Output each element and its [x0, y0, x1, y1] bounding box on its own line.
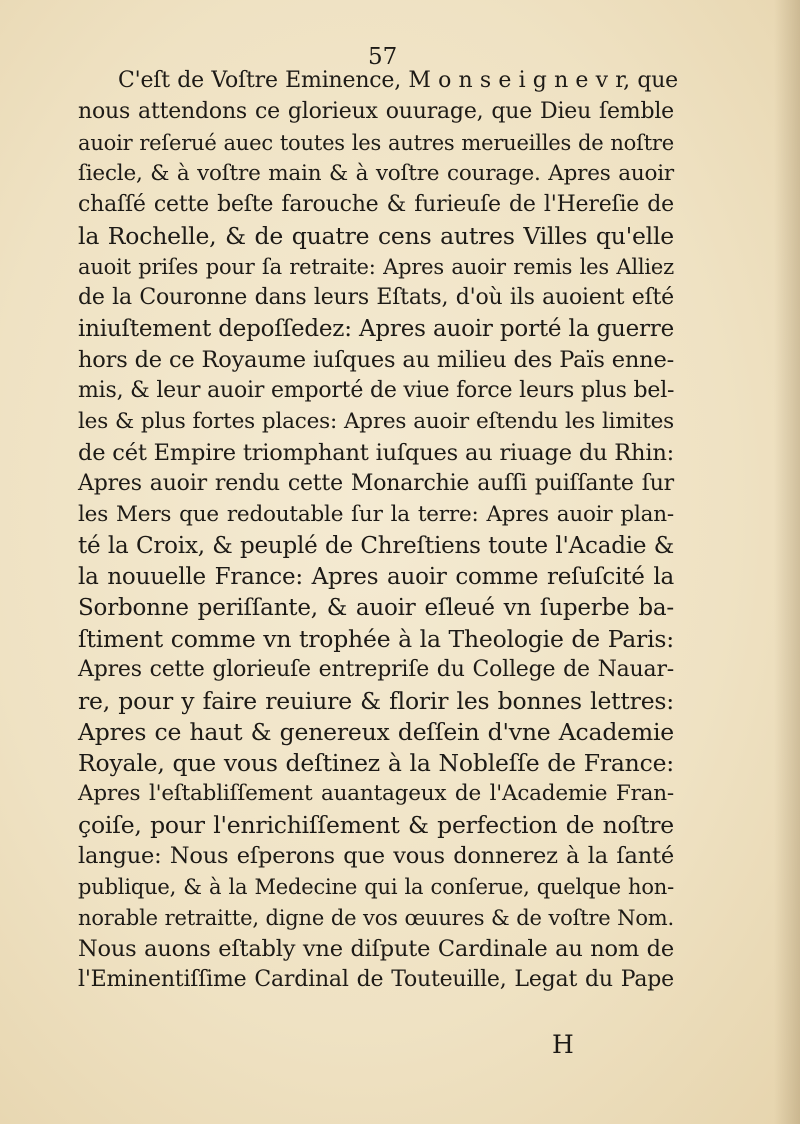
text-line: re, pour y faire reuiure & florir les bonnes lettres: — [78, 687, 674, 715]
text-line: l'Eminentiſſime Cardinal de Touteuille, Legat du Pape — [78, 967, 674, 992]
text-line: chaſſé cette beſte farouche & furieuſe de l'Hereſie de — [78, 192, 674, 217]
text-line: té la Croix, & peuplé de Chreſtiens toute l'Acadie & — [78, 533, 674, 559]
text-line: la nouuelle France: Apres auoir comme reſuſcité la — [78, 564, 674, 590]
text-line: iniuſtement depoſſedez: Apres auoir porté la guerre — [78, 316, 674, 342]
text-line: les & plus fortes places: Apres auoir eſtendu les limites — [78, 409, 674, 434]
text-line: langue: Nous eſperons que vous donnerez à la ſanté — [78, 843, 674, 869]
text-line: auoir reſerué auec toutes les autres merueilles de noſtre — [78, 131, 674, 155]
text-line: nous attendons ce glorieux ouurage, que Dieu ſemble — [78, 99, 674, 124]
text-line: Sorbonne periſſante, & auoir eſleué vn ſuperbe ba- — [78, 595, 674, 621]
text-line: çoiſe, pour l'enrichiſſement & perfection de noſtre — [78, 811, 674, 839]
page-number: 57 — [368, 44, 398, 70]
text-line: hors de ce Royaume iuſques au milieu des Païs enne- — [78, 347, 674, 373]
text-line: Apres ce haut & genereux deſſein d'vne Academie — [78, 718, 674, 746]
text-line: Royale, que vous deſtinez à la Nobleſſe de France: — [78, 749, 674, 777]
text-line: C'eſt de Voſtre Eminence, M o n s e i g n e v r, que — [118, 68, 678, 93]
text-line: publique, & à la Medecine qui la conſerue, quelque hon- — [78, 875, 674, 899]
text-line: mis, & leur auoir emporté de viue force leurs plus bel- — [78, 378, 675, 403]
text-line: Apres cette glorieuſe entrepriſe du College de Nauar- — [78, 657, 674, 682]
text-line: norable retraitte, digne de vos œuures & de voſtre Nom. — [78, 906, 674, 930]
text-line: ſiecle, & à voſtre main & à voſtre courage. Apres auoir — [78, 161, 674, 186]
text-line: Apres auoir rendu cette Monarchie auſſi puiſſante ſur — [78, 471, 674, 496]
text-line: de cét Empire triomphant iuſques au riuage du Rhin: — [78, 440, 674, 466]
text-line: Nous auons eſtably vne diſpute Cardinale au nom de — [78, 936, 674, 962]
text-line: Apres l'eſtabliſſement auantageux de l'Academie Fran- — [78, 781, 674, 806]
text-line: auoit priſes pour ſa retraite: Apres auoir remis les Alliez — [78, 255, 674, 279]
text-line: les Mers que redoutable ſur la terre: Apres auoir plan- — [78, 502, 674, 527]
text-line: la Rochelle, & de quatre cens autres Villes qu'elle — [78, 222, 674, 250]
signature-mark: H — [552, 1030, 574, 1059]
text-line: de la Couronne dans leurs Eſtats, d'où ils auoient eſté — [78, 285, 674, 310]
text-line: ſtiment comme vn trophée à la Theologie de Paris: — [78, 625, 674, 653]
